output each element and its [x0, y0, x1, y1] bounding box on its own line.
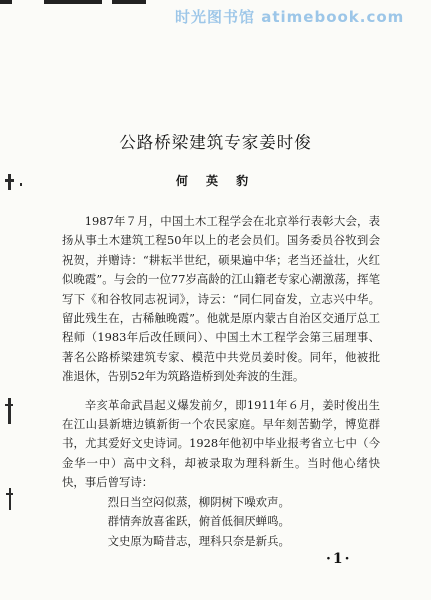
edge-mark: [0, 0, 12, 4]
body-paragraph: 辛亥革命武昌起义爆发前夕，即1911年６月，姜时俊出生在江山县新塘边镇新街一个农民家庭。早年刻苦勤学，博览群书，尤其爱好文史诗词。1928年他初中毕业报考省立七中（今金华一中）高中文科，却被录取为理科新生。当时他心绪快快，事后曾写诗：: [62, 397, 380, 490]
margin-mark: [9, 488, 11, 510]
edge-mark: [44, 0, 102, 4]
margin-mark: [6, 493, 13, 495]
edge-mark: [112, 0, 146, 4]
body-paragraph: 1987年７月，中国土木工程学会在北京举行表彰大会，表扬从事土木建筑工程50年以上的老会员们。国务委员谷牧到会祝贺，并赠诗：“耕耘半世纪，硕果遍中华；老当还益壮，火红似晚霞”。与会的一位77岁高龄的江山籍老专家心潮激荡，挥笔写下《和谷牧同志祝词》，诗云：“同仁同奋发，立志兴中华。留此残生在，古稀触晚霞”。他就是原内蒙古自治区交通厅总工程师（1983年后改任顾问）、中国土木工程学会第三届理事、著名公路桥梁建筑专家、模范中共党员姜时俊。同年，他被批准退休，告别52年为筑路造桥到处奔波的生涯。: [62, 214, 380, 384]
article-title: 公路桥梁建筑专家姜时俊: [119, 133, 312, 152]
poem-line: 烈日当空闷似蒸，柳阴树下噪欢声。: [107, 494, 290, 509]
margin-mark: [8, 398, 11, 424]
poem-line: 文史原为畸昔志，理科只奈是新兵。: [107, 533, 290, 548]
watermark: 时光图书馆 atimebook.com: [175, 8, 405, 26]
article-body: [62, 212, 380, 551]
page-number: ·1·: [326, 551, 352, 567]
poem-line: 群情奔放喜雀跃，俯首低徊厌蝉鸣。: [107, 514, 290, 529]
article-author: 何 英 豹: [175, 174, 256, 188]
margin-mark: [5, 404, 13, 406]
